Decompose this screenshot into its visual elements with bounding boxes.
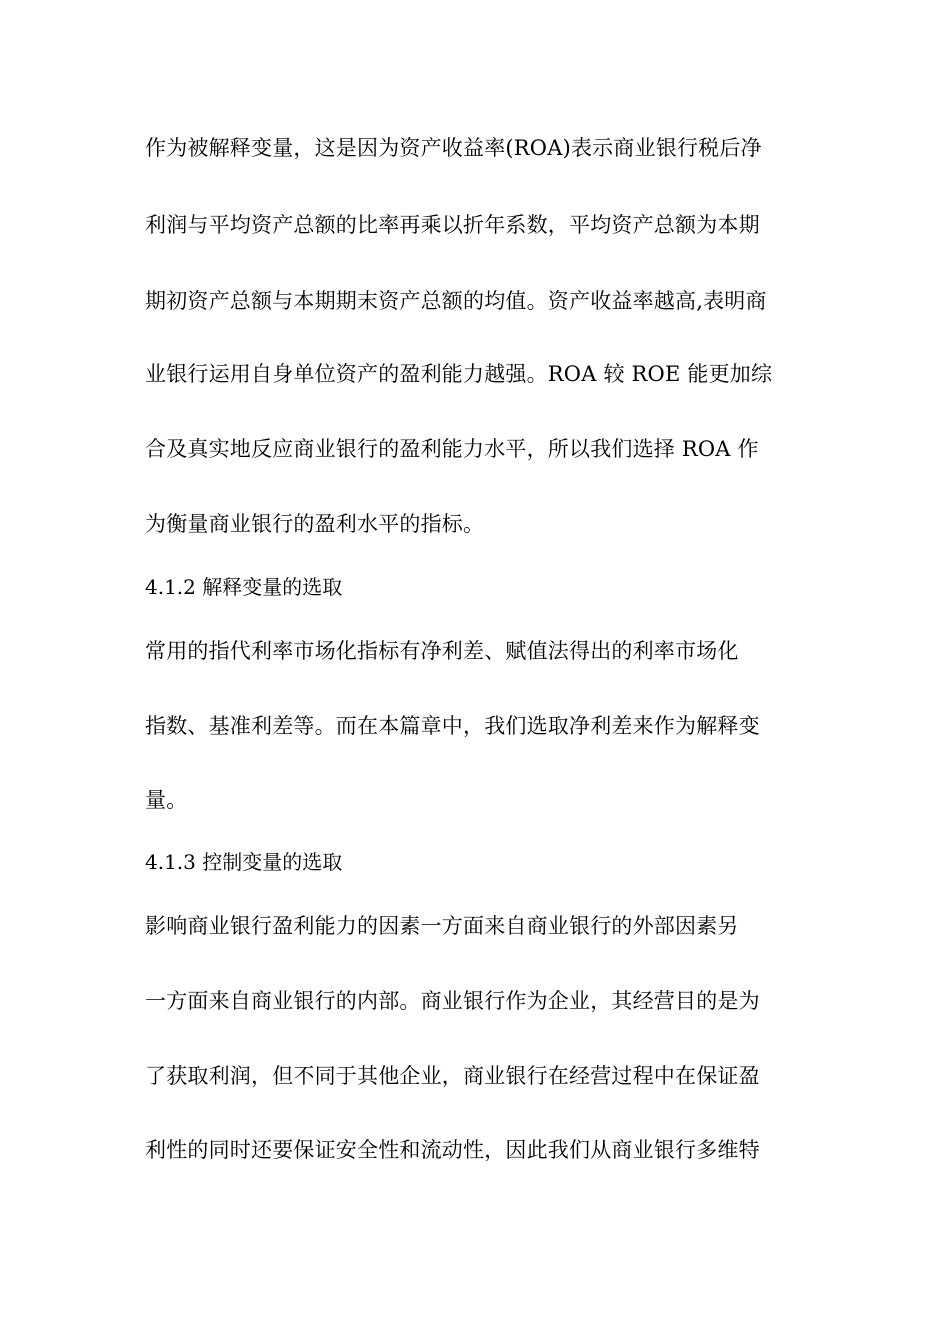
section-heading-4-1-2: 4.1.2 解释变量的选取 [145, 575, 343, 599]
paragraph-roa-line-4: 业银行运用自身单位资产的盈利能力越强。ROA 较 ROE 能更加综 [145, 362, 773, 386]
section-heading-4-1-3: 4.1.3 控制变量的选取 [145, 850, 343, 874]
paragraph-roa-line-2: 利润与平均资产总额的比率再乘以折年系数，平均资产总额为本期 [145, 213, 760, 237]
paragraph-control-line-2: 一方面来自商业银行的内部。商业银行作为企业，其经营目的是为 [145, 989, 760, 1013]
paragraph-explanatory-line-2: 指数、基准利差等。而在本篇章中，我们选取净利差来作为解释变 [145, 714, 760, 738]
paragraph-control-line-1: 影响商业银行盈利能力的因素一方面来自商业银行的外部因素另 [145, 914, 739, 938]
paragraph-explanatory-line-3: 量。 [145, 788, 188, 812]
paragraph-control-line-3: 了获取利润，但不同于其他企业，商业银行在经营过程中在保证盈 [145, 1064, 760, 1088]
paragraph-roa-line-5: 合及真实地反应商业银行的盈利能力水平，所以我们选择 ROA 作 [145, 437, 759, 461]
paragraph-roa-line-1: 作为被解释变量，这是因为资产收益率(ROA)表示商业银行税后净 [145, 136, 762, 160]
paragraph-roa-line-3: 期初资产总额与本期期末资产总额的均值。资产收益率越高,表明商 [145, 289, 767, 313]
paragraph-explanatory-line-1: 常用的指代利率市场化指标有净利差、赋值法得出的利率市场化 [145, 639, 739, 663]
paragraph-control-line-4: 利性的同时还要保证安全性和流动性，因此我们从商业银行多维特 [145, 1138, 760, 1162]
paragraph-roa-line-6: 为衡量商业银行的盈利水平的指标。 [145, 512, 485, 536]
